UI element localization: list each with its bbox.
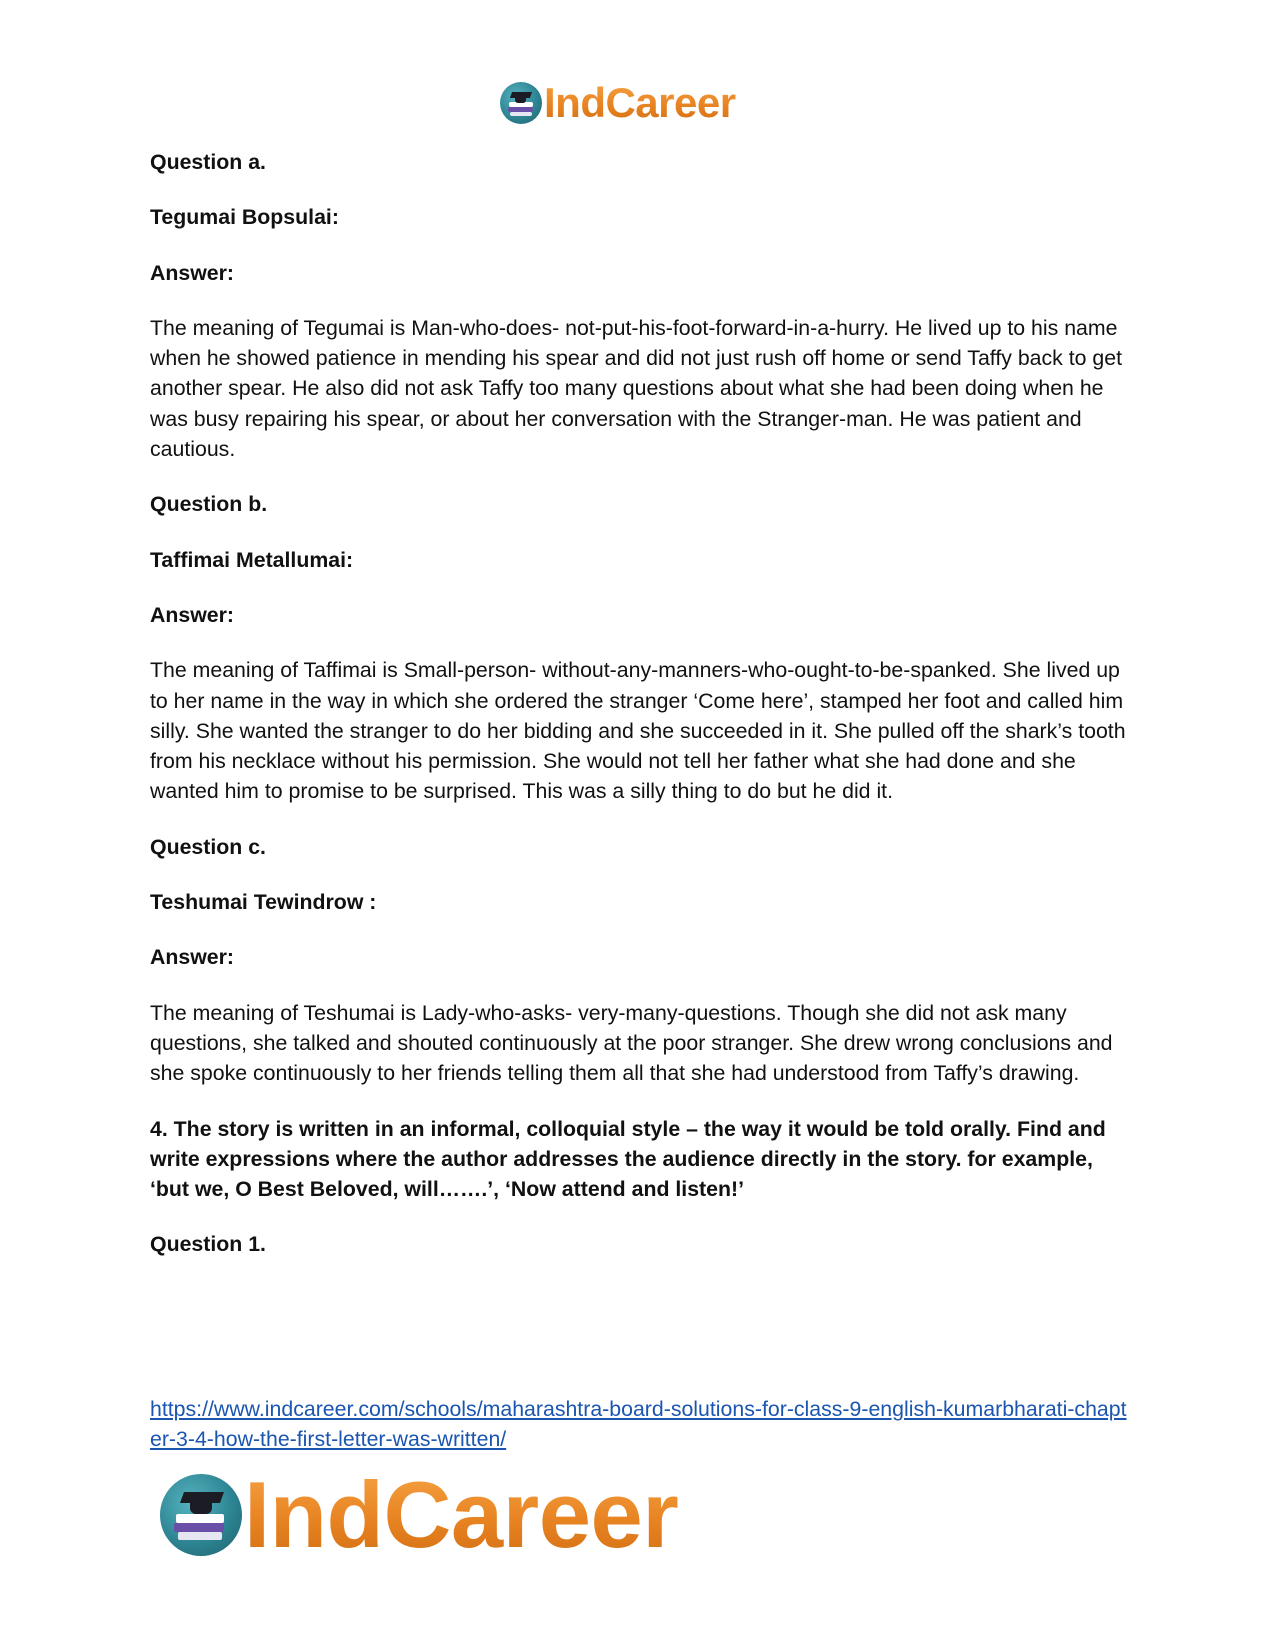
answer-label: Answer: xyxy=(150,945,235,970)
exercise-prompt: 4. The story is written in an informal, colloquial style – the way it would be told orally. Find and write expressions where the author addresses the audience directly in the story. for example, ‘but we, O Best Beloved, will…….’, ‘Now attend and listen!’ xyxy=(150,1116,1106,1202)
footer-logo xyxy=(160,1462,679,1567)
body-paragraph: The meaning of Tegumai is Man-who-does- not-put-his-foot-forward-in-a-hurry. He lived up to his name when he showed patience in mending his spear and did not just rush off home or send Taffy back to get another spear. He also did not ask Taffy too many questions about what she had been doing when he was busy repairing his spear, or about her conversation with the Stranger-man. He was patient and cautious. xyxy=(150,315,1123,462)
indcareer-book-cap-icon xyxy=(160,1474,242,1556)
logo-wordmark: IndCareer xyxy=(544,79,736,126)
body-paragraph: The meaning of Teshumai is Lady-who-asks- very-many-questions. Though she did not ask many questions, she talked and shouted continuously at the poor stranger. She drew wrong conclusions and she spoke continuously to her friends telling them all that she had understood from Taffy’s drawing. xyxy=(150,1000,1113,1086)
document-body xyxy=(150,147,1130,1285)
character-name-heading: Teshumai Tewindrow : xyxy=(150,890,377,915)
answer-label: Answer: xyxy=(150,602,235,627)
question-heading: Question 1. xyxy=(150,1232,266,1257)
question-heading: Question a. xyxy=(150,150,266,174)
question-heading: Question b. xyxy=(150,492,268,517)
answer-label: Answer: xyxy=(150,260,235,285)
question-heading: Question c. xyxy=(150,834,266,859)
source-link[interactable]: https://www.indcareer.com/schools/maharashtra-board-solutions-for-class-9-english-kumarbharati-chapter-3-4-how-the-first-letter-was-written/ xyxy=(150,1397,1127,1452)
body-paragraph: The meaning of Taffimai is Small-person- without-any-manners-who-ought-to-be-spanked. She lived up to her name in the way in which she ordered the stranger ‘Come here’, stamped her foot and called him silly. She wanted the stranger to do her bidding and she succeeded in it. She pulled off the shark’s tooth from his necklace without his permission. She would not tell her father what she had done and she wanted him to promise to be surprised. This was a silly thing to do but he did it. xyxy=(150,658,1126,804)
header-logo xyxy=(500,80,736,126)
logo-wordmark: IndCareer xyxy=(244,1462,679,1567)
indcareer-book-cap-icon xyxy=(500,82,542,124)
character-name-heading: Taffimai Metallumai: xyxy=(150,547,354,572)
character-name-heading: Tegumai Bopsulai: xyxy=(150,205,339,230)
